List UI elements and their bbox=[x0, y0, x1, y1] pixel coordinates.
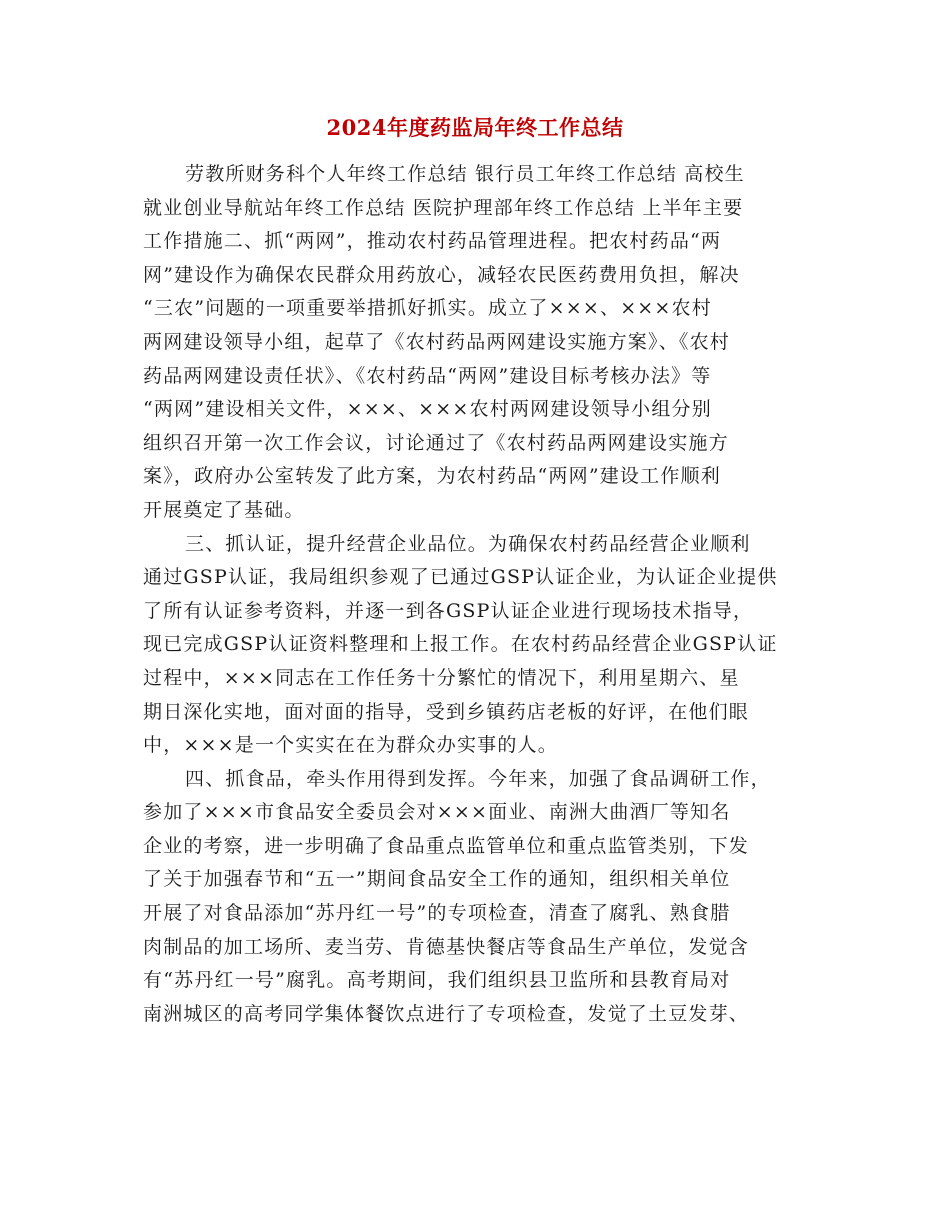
text-line: 三、抓认证，提升经营企业品位。为确保农村药品经营企业顺利 bbox=[185, 532, 751, 555]
text-line: 药品两网建设责任状》、《农村药品“两网”建设目标考核办法》等 bbox=[143, 364, 712, 387]
text-line: 肉制品的加工场所、麦当劳、肯德基快餐店等食品生产单位，发觉含 bbox=[143, 935, 750, 958]
text-line: 网”建设作为确保农民群众用药放心，减轻农民医药费用负担，解决 bbox=[143, 263, 740, 286]
text-line: 就业创业导航站年终工作总结 医院护理部年终工作总结 上半年主要 bbox=[143, 196, 744, 219]
text-line: 开展奠定了基础。 bbox=[143, 498, 305, 521]
text-line: 组织召开第一次工作会议，讨论通过了《农村药品两网建设实施方 bbox=[143, 431, 729, 454]
text-line: 开展了对食品添加“苏丹红一号”的专项检查，清查了腐乳、熟食腊 bbox=[143, 902, 731, 925]
text-line: “两网”建设相关文件，×××、×××农村两网建设领导小组分别 bbox=[143, 398, 712, 421]
text-line: “三农”问题的一项重要举措抓好抓实。成立了×××、×××农村 bbox=[143, 297, 712, 320]
text-line: 期日深化实地，面对面的指导，受到乡镇药店老板的好评，在他们眼 bbox=[143, 700, 750, 723]
text-line: 劳教所财务科个人年终工作总结 银行员工年终工作总结 高校生 bbox=[185, 163, 745, 185]
text-line: 有“苏丹红一号”腐乳。高考期间，我们组织县卫监所和县教育局对 bbox=[143, 969, 731, 992]
text-line: 过程中，×××同志在工作任务十分繁忙的情况下，利用星期六、星 bbox=[143, 666, 740, 689]
text-line: 两网建设领导小组，起草了《农村药品两网建设实施方案》、《农村 bbox=[143, 330, 731, 353]
text-line: 四、抓食品，牵头作用得到发挥。今年来，加强了食品调研工作， bbox=[185, 767, 771, 790]
text-line: 了所有认证参考资料，并逐一到各GSP认证企业进行现场技术指导， bbox=[143, 599, 754, 622]
text-line: 了关于加强春节和“五一”期间食品安全工作的通知，组织相关单位 bbox=[143, 868, 731, 891]
document-body bbox=[143, 158, 815, 1031]
document-title: 2024年度药监局年终工作总结 bbox=[326, 115, 624, 140]
text-line: 南洲城区的高考同学集体餐饮点进行了专项检查，发觉了土豆发芽、 bbox=[143, 1002, 750, 1025]
text-line: 工作措施二、抓“两网”，推动农村药品管理进程。把农村药品“两 bbox=[143, 230, 722, 253]
text-line: 中，×××是一个实实在在为群众办实事的人。 bbox=[143, 734, 558, 757]
text-line: 通过GSP认证，我局组织参观了已通过GSP认证企业，为认证企业提供 bbox=[143, 566, 778, 589]
text-line: 案》，政府办公室转发了此方案，为农村药品“两网”建设工作顺利 bbox=[143, 465, 721, 488]
text-line: 参加了×××市食品安全委员会对×××面业、南洲大曲酒厂等知名 bbox=[143, 801, 731, 824]
text-line: 现已完成GSP认证资料整理和上报工作。在农村药品经营企业GSP认证 bbox=[143, 633, 778, 656]
text-line: 企业的考察，进一步明确了食品重点监管单位和重点监管类别，下发 bbox=[143, 834, 750, 857]
